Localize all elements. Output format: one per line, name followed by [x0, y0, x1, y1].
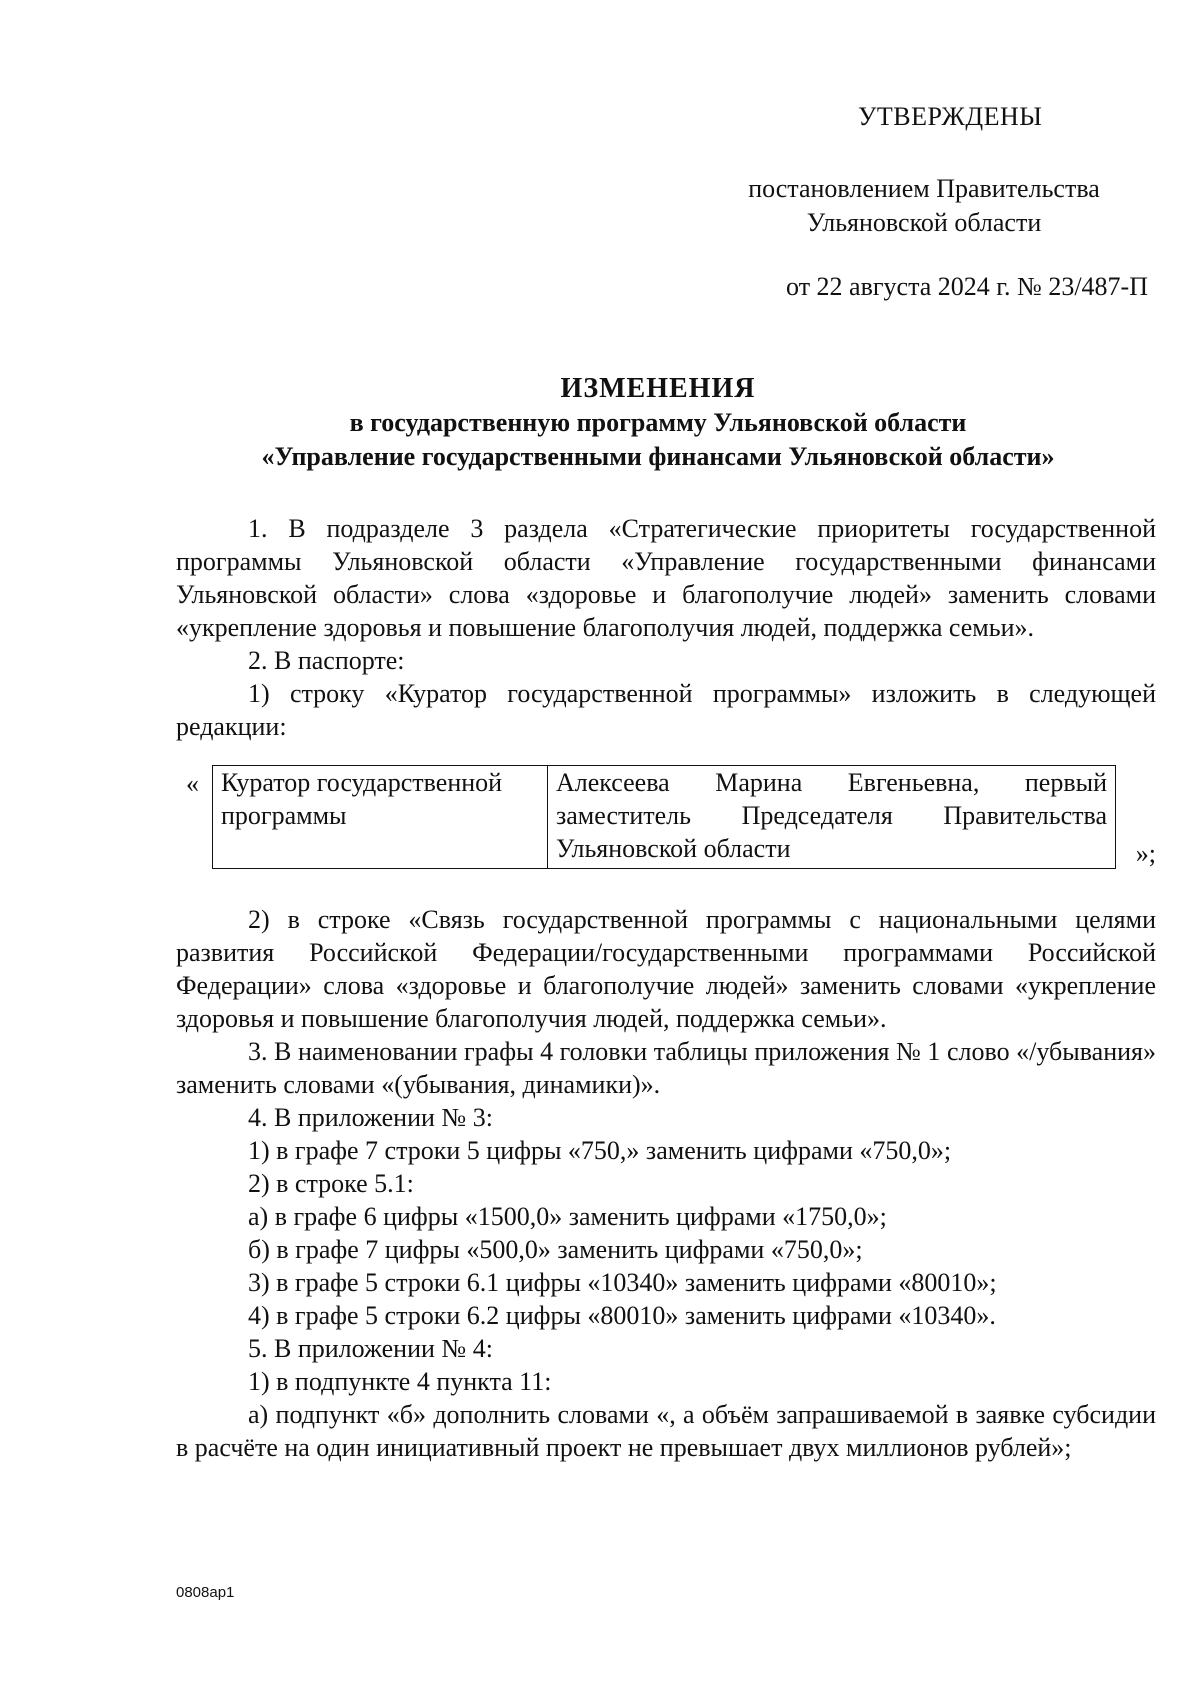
paragraph-4: 4. В приложении № 3: [248, 1103, 493, 1132]
paragraph-4-2: 2) в строке 5.1: [248, 1169, 414, 1198]
document-subtitle-1: в государственную программу Ульяновской области [349, 408, 967, 437]
quote-open: « [186, 769, 199, 798]
paragraph-4-1: 1) в графе 7 строки 5 цифры «750,» заменить цифрами «750,0»; [248, 1136, 952, 1165]
document-body [176, 512, 1156, 1464]
paragraph-2: 2. В паспорте: [248, 646, 405, 675]
curator-row [176, 765, 1156, 873]
decree-line-1: постановлением Правительства [748, 174, 1100, 203]
title-block [160, 372, 1156, 474]
quote-close: »; [1135, 839, 1156, 868]
paragraph-4-2a: а) в графе 6 цифры «1500,0» заменить цифрами «1750,0»; [248, 1202, 887, 1231]
paragraph-5-1: 1) в подпункте 4 пункта 11: [248, 1367, 552, 1396]
paragraph-2-1: 1) строку «Куратор государственной программы» изложить в следующей редакции: [176, 679, 1156, 741]
paragraph-5: 5. В приложении № 4: [248, 1334, 493, 1363]
document-title: ИЗМЕНЕНИЯ [560, 373, 756, 404]
paragraph-3: 3. В наименовании графы 4 головки таблицы приложения № 1 слово «/убывания» заменить словами «(убывания, динамики)». [176, 1037, 1156, 1099]
table-row [213, 766, 1116, 869]
curator-label-cell: Куратор государственной программы [213, 766, 548, 869]
paragraph-4-3: 3) в графе 5 строки 6.1 цифры «10340» заменить цифрами «80010»; [248, 1268, 997, 1297]
paragraph-1: 1. В подразделе 3 раздела «Стратегические приоритеты государственной программы Ульяновской области «Управление государственными финансами Ульяновской области» слова «здоровье и благополучие людей» заменить словами «укрепление здоровья и повышение благополучия людей, поддержка семьи». [176, 514, 1156, 642]
decree-date: от 22 августа 2024 г. № 23/487-П [786, 272, 1148, 301]
curator-table [212, 765, 1116, 869]
paragraph-5-1a: а) подпункт «б» дополнить словами «, а объём запрашиваемой в заявке субсидии в расчёте на один инициативный проект не превышает двух миллионов рублей»; [176, 1400, 1156, 1462]
paragraph-4-4: 4) в графе 5 строки 6.2 цифры «80010» заменить цифрами «10340». [248, 1301, 996, 1330]
approved-label: УТВЕРЖДЕНЫ [858, 102, 1043, 131]
document-subtitle-2: «Управление государственными финансами Ульяновской области» [261, 442, 1055, 471]
decree-line-2: Ульяновской области [806, 208, 1042, 237]
paragraph-4-2b: б) в графе 7 цифры «500,0» заменить цифрами «750,0»; [248, 1235, 863, 1264]
footer-code: 0808ap1 [176, 1584, 235, 1601]
paragraph-2-2: 2) в строке «Связь государственной программы с национальными целями развития Российской Федерации/государственными программами Российской Федерации» слова «здоровье и благополучие людей» заменить словами «укрепление здоровья и повышение благополучия людей, поддержка семьи». [176, 905, 1156, 1033]
curator-value-cell: Алексеева Марина Евгеньевна, первый заместитель Председателя Правительства Ульяновской области [548, 766, 1116, 869]
